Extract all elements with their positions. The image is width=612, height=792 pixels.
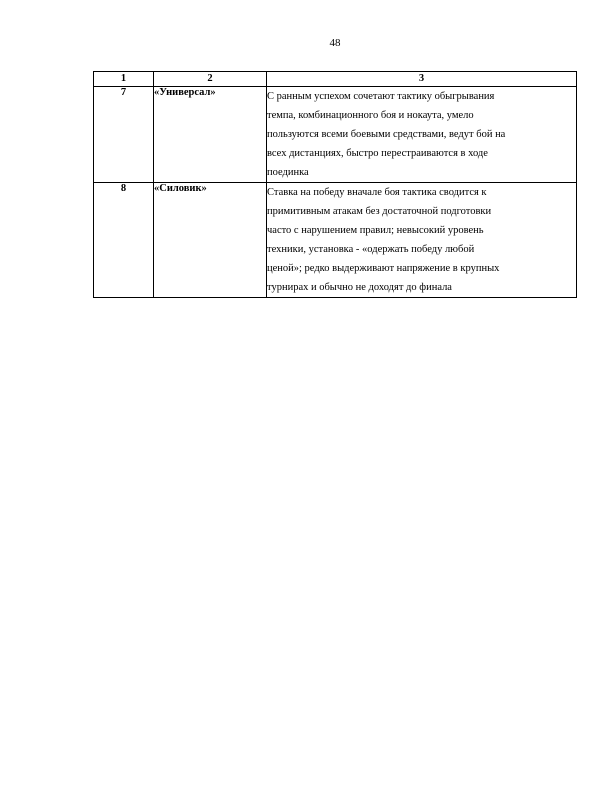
- column-header-1: 1: [94, 72, 154, 87]
- classification-table: [93, 71, 577, 298]
- type-name: «Силовик»: [154, 183, 267, 298]
- type-name: «Универсал»: [154, 87, 267, 183]
- row-number: 7: [94, 87, 154, 183]
- description-line: Ставка на победу вначале боя тактика сводится к: [267, 187, 487, 198]
- page-number: 48: [329, 37, 341, 49]
- description-line: С ранным успехом сочетают тактику обыгрывания: [267, 91, 495, 102]
- table-header-row: [94, 72, 577, 87]
- description-line: поединка: [267, 167, 309, 178]
- description-line: темпа, комбинационного боя и нокаута, умело: [267, 110, 474, 121]
- column-header-2: 2: [154, 72, 267, 87]
- description-line: всех дистанциях, быстро перестраиваются в ходе: [267, 148, 488, 159]
- table-row: [94, 183, 577, 298]
- table-row: [94, 87, 577, 183]
- type-description: [267, 183, 577, 298]
- description-line: ценой»; редко выдерживают напряжение в крупных: [267, 263, 500, 274]
- description-line: техники, установка - «одержать победу любой: [267, 244, 475, 255]
- description-line: турнирах и обычно не доходят до финала: [267, 282, 452, 293]
- type-description: [267, 87, 577, 183]
- description-line: часто с нарушением правил; невысокий уровень: [267, 225, 484, 236]
- description-line: примитивным атакам без достаточной подготовки: [267, 206, 492, 217]
- column-header-3: 3: [267, 72, 577, 87]
- row-number: 8: [94, 183, 154, 298]
- description-line: пользуются всеми боевыми средствами, ведут бой на: [267, 129, 506, 140]
